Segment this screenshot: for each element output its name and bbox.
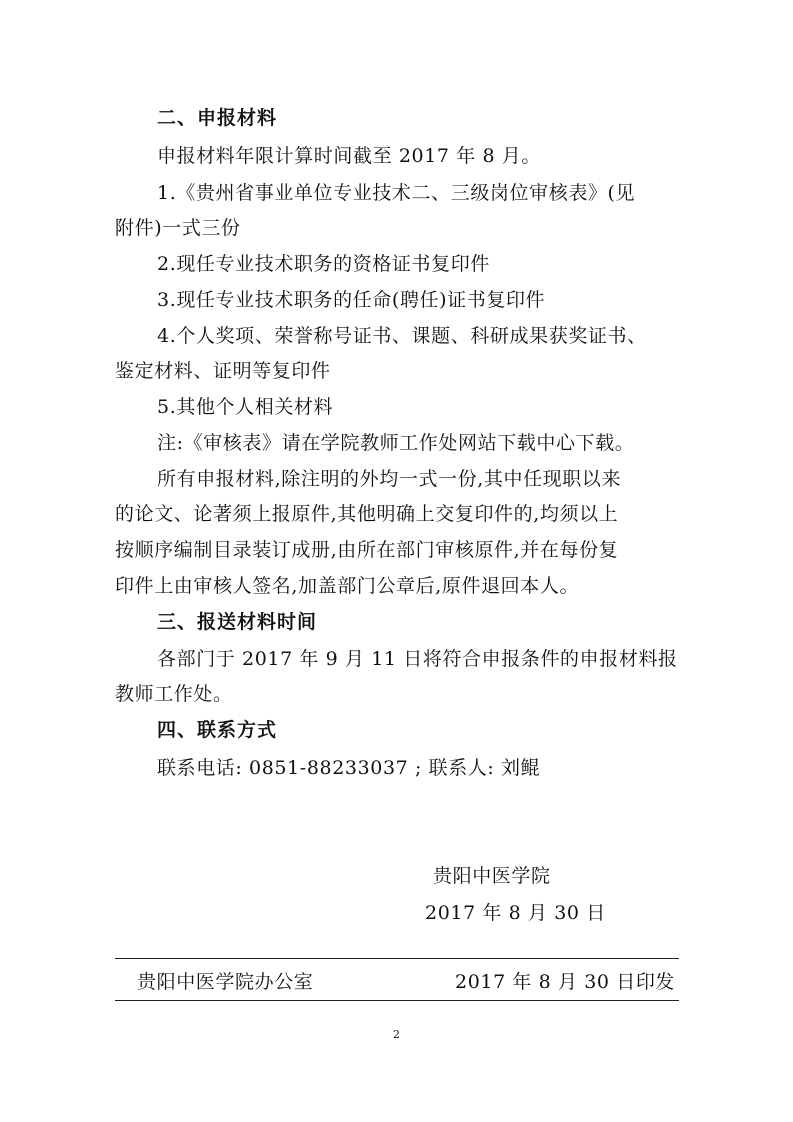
submission-time-text-cont: 教师工作处。 <box>115 683 233 705</box>
section-heading-materials: 二、申报材料 <box>157 107 278 129</box>
signature-date: 2017 年 8 月 30 日 <box>425 902 606 924</box>
submission-time-text: 各部门于 2017 年 9 月 11 日将符合申报条件的申报材料报 <box>157 648 678 670</box>
footer-issue-date: 2017 年 8 月 30 日印发 <box>455 971 676 993</box>
footer-bottom-rule <box>115 1000 679 1001</box>
materials-item-1: 1.《贵州省事业单位专业技术二、三级岗位审核表》(见 <box>157 182 636 204</box>
materials-note: 注:《审核表》请在学院教师工作处网站下载中心下载。 <box>157 432 635 454</box>
materials-item-4: 4.个人奖项、荣誉称号证书、课题、科研成果获奖证书、 <box>157 325 647 347</box>
page-number: 2 <box>393 1028 400 1041</box>
footer-issuer: 贵阳中医学院办公室 <box>137 971 314 993</box>
materials-paragraph-line: 所有申报材料,除注明的外均一式一份,其中任现职以来 <box>157 468 622 490</box>
section-heading-contact: 四、联系方式 <box>157 719 278 741</box>
materials-item-5: 5.其他个人相关材料 <box>157 396 334 418</box>
materials-intro: 申报材料年限计算时间截至 2017 年 8 月。 <box>157 145 542 167</box>
signature-org: 贵阳中医学院 <box>433 865 551 887</box>
section-heading-submission-time: 三、报送材料时间 <box>157 611 318 633</box>
materials-paragraph-line: 印件上由审核人签名,加盖部门公章后,原件退回本人。 <box>115 575 580 597</box>
materials-item-1-cont: 附件)一式三份 <box>115 217 241 239</box>
materials-item-3: 3.现任专业技术职务的任命(聘任)证书复印件 <box>157 289 546 311</box>
footer-top-rule <box>115 958 679 959</box>
materials-paragraph-line: 按顺序编制目录装订成册,由所在部门审核原件,并在每份复 <box>115 539 619 561</box>
materials-item-2: 2.现任专业技术职务的资格证书复印件 <box>157 253 490 275</box>
materials-paragraph-line: 的论文、论著须上报原件,其他明确上交复印件的,均须以上 <box>115 503 619 525</box>
contact-info: 联系电话: 0851-88233037 ; 联系人: 刘鲲 <box>157 757 541 779</box>
materials-item-4-cont: 鉴定材料、证明等复印件 <box>115 360 331 382</box>
